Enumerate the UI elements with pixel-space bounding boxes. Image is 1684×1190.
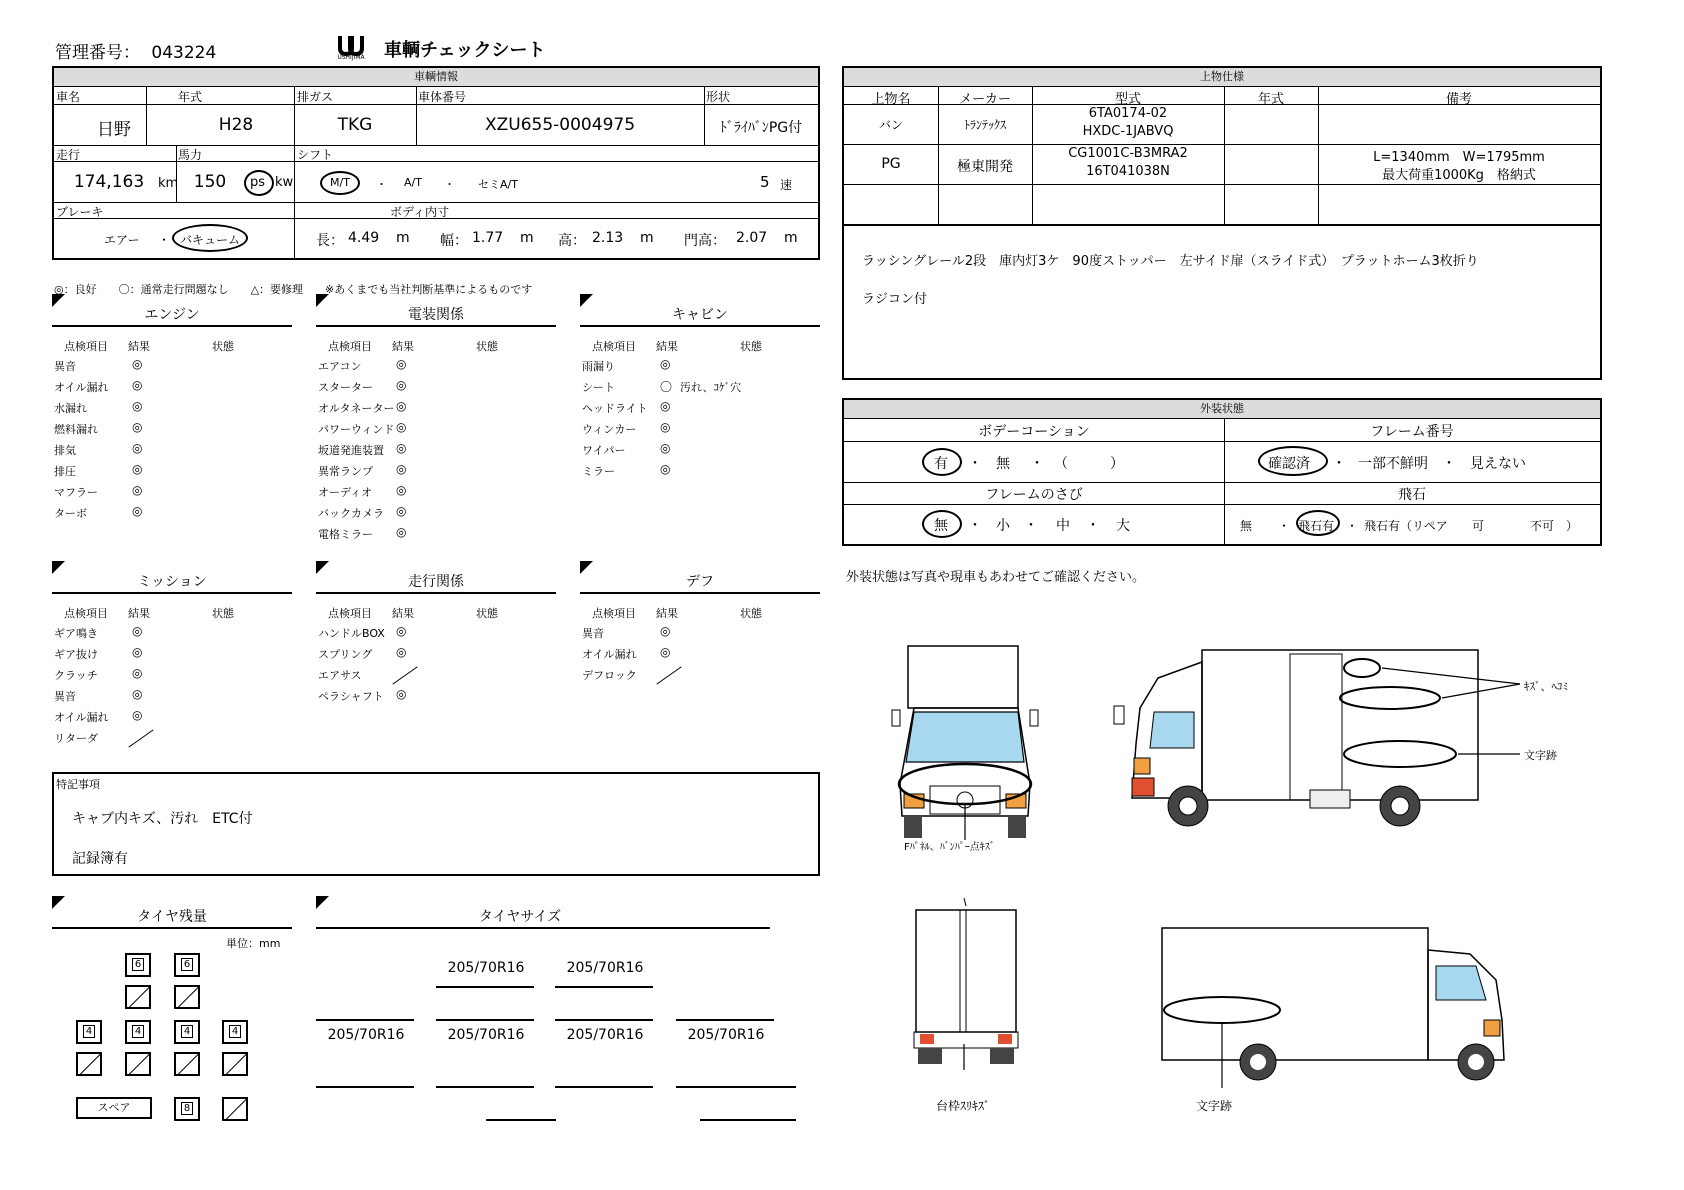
upper-spec-panel: [842, 66, 1602, 380]
check-item-name: リターダ: [54, 732, 98, 745]
check-item-name: エアコン: [318, 360, 362, 373]
check-item-name: 異音: [582, 627, 604, 640]
check-item-result: ◎: [396, 462, 407, 476]
check-item-result: ◎: [132, 708, 143, 722]
check-item-result: ◎: [132, 441, 143, 455]
check-item-result: ◎: [396, 645, 407, 659]
door-height-label: 門高：: [684, 233, 726, 249]
col-header-result: 結果: [392, 607, 414, 620]
tyre-size-front-right: 205/70R16: [566, 960, 644, 976]
check-item-name: パワーウィンド: [318, 423, 395, 436]
col-header-state: 状態: [212, 607, 234, 620]
col-header-result: 結果: [128, 607, 150, 620]
rust-small: 小: [996, 518, 1010, 534]
check-item-result: ◎: [132, 666, 143, 680]
maker-label: 車名: [56, 90, 81, 104]
special-notes-line2: 記録簿有: [72, 851, 128, 867]
check-item-result: ◎: [132, 462, 143, 476]
check-item-result: ◎: [660, 357, 671, 371]
check-item-name: オルタネーター: [318, 402, 395, 415]
coat-separator: ・: [1030, 456, 1044, 472]
upper-row2-maker: 極東開発: [957, 159, 1013, 175]
upper-row2-name: PG: [881, 156, 901, 172]
tyre-front-left-value: 6: [132, 958, 144, 971]
check-item-result: ◎: [132, 399, 143, 413]
check-item-name: オイル漏れ: [54, 381, 109, 394]
col-header-result: 結果: [128, 340, 150, 353]
check-item-state: 汚れ、ｺｹﾞ穴: [680, 381, 742, 394]
check-item-result: ◎: [396, 687, 407, 701]
col-header-result: 結果: [392, 340, 414, 353]
check-item-name: ハンドルBOX: [318, 627, 385, 640]
not-applicable-slash: [128, 729, 153, 747]
col-header-item: 点検項目: [592, 607, 636, 620]
check-item-name: スターター: [318, 381, 373, 394]
diff-title: デフ: [686, 574, 714, 590]
brake-separator: ・: [158, 233, 171, 247]
col-header-item: 点検項目: [64, 607, 108, 620]
shape-label: 形状: [706, 90, 731, 104]
stone-none: 無: [1240, 519, 1253, 533]
special-notes-line1: キャブ内キズ、汚れ ETC付: [72, 811, 253, 827]
diagram-label-letters: 文字跡: [1524, 749, 1557, 762]
upper-row2-note2: 最大荷重1000Kg 格納式: [1382, 168, 1536, 183]
upper-header-name: 上物名: [871, 92, 911, 107]
col-header-result: 結果: [656, 340, 678, 353]
rust-mid: 中: [1056, 518, 1070, 534]
cabin-title: キャビン: [672, 307, 728, 323]
diagram-label-letters-2: 文字跡: [1196, 1099, 1233, 1113]
check-item-result: ◎: [660, 420, 671, 434]
width-unit: m: [520, 230, 534, 246]
tyre-rear-4: [222, 1020, 248, 1044]
rust-separator: ・: [968, 518, 982, 534]
hp-kw: kw: [275, 175, 294, 190]
truck-rear-view: [904, 896, 1024, 1076]
upper-row2-model2: 16T041038N: [1086, 164, 1170, 179]
check-item-name: 燃料漏れ: [54, 423, 98, 436]
hp-label: 馬力: [178, 148, 203, 162]
tyre-remain-title: タイヤ残量: [137, 909, 207, 925]
check-item-name: 異常ランプ: [318, 465, 373, 478]
truck-front-view: [890, 644, 1040, 844]
tyre-spare-2: [222, 1097, 248, 1121]
gas-value: TKG: [337, 115, 373, 135]
tyre-size-rear-4: 205/70R16: [687, 1027, 765, 1043]
height-label: 高：: [558, 233, 586, 249]
check-item-result: ◎: [132, 624, 143, 638]
length-label: 長：: [316, 233, 344, 249]
gears-value: 5: [760, 173, 770, 191]
check-item-result: ◎: [396, 378, 407, 392]
stone-repair: 飛石有（リペア: [1364, 519, 1448, 533]
tyre-rear-3-inner: [174, 1052, 200, 1076]
gears-unit: 速: [780, 178, 793, 192]
frame-partial: 一部不鮮明: [1358, 456, 1428, 472]
tyre-front-left-inner: [125, 985, 151, 1009]
chassis-label: 車体番号: [418, 90, 467, 104]
check-item-name: ペラシャフト: [318, 690, 384, 703]
height-unit: m: [640, 230, 654, 246]
tyre-front-right: [174, 953, 200, 977]
stone-repair-ng: 不可 ）: [1530, 519, 1579, 533]
upper-remarks-line1: ラッシングレール2段 庫内灯3ケ 90度ストッパー 左サイド扉（スライド式） プラットホーム3枚折り: [862, 254, 1479, 269]
door-height-value: 2.07: [736, 230, 768, 246]
frame-none: 見えない: [1470, 456, 1526, 472]
tyre-size-rear-3: 205/70R16: [566, 1027, 644, 1043]
special-notes-label: 特記事項: [56, 778, 100, 791]
hp-ps: ps: [250, 175, 266, 190]
check-item-name: エアサス: [318, 669, 362, 682]
upper-header-year: 年式: [1257, 92, 1284, 107]
tyre-size-title: タイヤサイズ: [478, 909, 562, 925]
stone-separator: ・: [1278, 519, 1291, 533]
check-item-result: ◎: [660, 399, 671, 413]
exterior-panel: [842, 398, 1602, 546]
spare-label-text: スペア: [97, 1101, 131, 1114]
tyre-rear-2: [125, 1020, 151, 1044]
col-header-state: 状態: [212, 340, 234, 353]
upper-header-model: 型式: [1114, 92, 1141, 107]
check-item-result: ◎: [396, 441, 407, 455]
vehicle-info-panel: [52, 66, 820, 260]
rust-big: 大: [1116, 518, 1130, 534]
upper-row1-maker: ﾄﾗﾝﾃｯｸｽ: [963, 118, 1006, 132]
stone-some: 飛石有: [1298, 519, 1335, 533]
check-item-result: ◎: [660, 645, 671, 659]
check-item-name: スプリング: [318, 648, 373, 661]
upper-row2-note1: L=1340mm W=1795mm: [1373, 150, 1545, 165]
check-item-name: 排圧: [54, 465, 76, 478]
mileage-label: 走行: [56, 148, 81, 162]
length-unit: m: [396, 230, 410, 246]
shift-mt: M/T: [330, 176, 350, 189]
check-item-name: オーディオ: [318, 486, 373, 499]
electric-title: 電装関係: [408, 307, 464, 323]
rust-none: 無: [934, 518, 948, 534]
check-item-name: デフロック: [582, 669, 637, 682]
check-item-name: オイル漏れ: [54, 711, 109, 724]
check-item-result: ◎: [132, 687, 143, 701]
check-item-result: ◎: [660, 441, 671, 455]
check-item-name: バックカメラ: [318, 507, 384, 520]
brake-air: エアー: [104, 233, 140, 247]
check-item-result: ◎: [132, 357, 143, 371]
col-header-item: 点検項目: [64, 340, 108, 353]
tyre-front-right-inner: [174, 985, 200, 1009]
check-item-result: ◎: [396, 399, 407, 413]
col-header-item: 点検項目: [328, 607, 372, 620]
truck-side-view-right: [1110, 648, 1530, 838]
coat-yes: 有: [934, 456, 948, 472]
frame-separator: ・: [1442, 456, 1456, 472]
col-header-state: 状態: [740, 340, 762, 353]
tyre-rear-2-value: 4: [132, 1025, 144, 1038]
coat-paren: （ ）: [1054, 456, 1124, 472]
col-header-result: 結果: [656, 607, 678, 620]
mileage-unit: km: [158, 176, 179, 191]
tyre-size-front-left: 205/70R16: [447, 960, 525, 976]
check-item-result: ◎: [660, 462, 671, 476]
height-value: 2.13: [592, 230, 624, 246]
check-item-name: マフラー: [54, 486, 98, 499]
check-item-result: ◎: [396, 525, 407, 539]
year-label: 年式: [178, 90, 203, 104]
tyre-rear-1-inner: [76, 1052, 102, 1076]
check-item-result: ◎: [132, 483, 143, 497]
management-number-value: 043224: [151, 43, 217, 63]
shift-separator: ・: [376, 178, 387, 191]
check-item-name: ギア抜け: [54, 648, 98, 661]
diagram-label-front: Fﾊﾟﾈﾙ、ﾊﾞﾝﾊﾟｰ点ｷｽﾞ: [904, 842, 995, 853]
upper-row1-model1: 6TA0174-02: [1088, 106, 1168, 121]
check-item-name: 電格ミラー: [318, 528, 373, 541]
body-dim-label: ボディ内寸: [390, 205, 450, 219]
brake-vacuum: バキューム: [180, 233, 241, 247]
running-title: 走行関係: [408, 574, 464, 590]
col-header-state: 状態: [476, 340, 498, 353]
tyre-rear-3: [174, 1020, 200, 1044]
rust-label: フレームのさび: [985, 487, 1083, 503]
year-value: H28: [218, 115, 254, 135]
check-item-name: ワイパー: [582, 444, 626, 457]
maker-value: 日野: [97, 120, 131, 140]
frame-label: フレーム番号: [1370, 424, 1454, 440]
check-item-name: クラッチ: [54, 669, 98, 682]
check-item-name: ギア鳴き: [54, 627, 98, 640]
exterior-note: 外装状態は写真や現車もあわせてご確認ください。: [846, 570, 1146, 585]
upper-row2-model1: CG1001C-B3MRA2: [1068, 146, 1188, 161]
company-logo: [328, 34, 374, 62]
tyre-front-right-value: 6: [181, 958, 193, 971]
check-item-result: 〇: [660, 380, 673, 394]
rust-separator: ・: [1086, 518, 1100, 534]
check-item-name: ウィンカー: [582, 423, 637, 436]
check-item-result: ◎: [132, 420, 143, 434]
shape-value: ﾄﾞﾗｲﾊﾞﾝPG付: [719, 120, 803, 136]
col-header-item: 点検項目: [592, 340, 636, 353]
diagram-label-rear: 台枠ｽﾘｷｽﾞ: [936, 1099, 991, 1113]
tyre-rear-4-inner: [222, 1052, 248, 1076]
rating-legend: ◎：良好 〇：通常走行問題なし △：要修理 ※あくまでも当社判断基準によるものです: [54, 283, 533, 296]
tyre-spare-value: 8: [181, 1102, 193, 1115]
tyre-size-rear-1: 205/70R16: [327, 1027, 405, 1043]
coat-separator: ・: [968, 456, 982, 472]
frame-separator: ・: [1332, 456, 1346, 472]
rust-separator: ・: [1024, 518, 1038, 534]
management-number: [55, 38, 216, 63]
upper-row1-model2: HXDC-1JABVQ: [1082, 124, 1174, 139]
length-value: 4.49: [348, 230, 380, 246]
width-label: 幅：: [440, 233, 468, 249]
chassis-value: XZU655-0004975: [484, 115, 636, 135]
mileage-value: 174,163: [73, 172, 145, 192]
shift-at: A/T: [404, 176, 422, 189]
management-number-label: 管理番号：: [55, 43, 140, 63]
stone-repair-ok: 可: [1472, 519, 1485, 533]
shift-label: シフト: [297, 148, 334, 162]
tyre-rear-1: [76, 1020, 102, 1044]
tyre-rear-1-value: 4: [83, 1025, 95, 1038]
not-applicable-slash: [392, 666, 417, 684]
check-item-result: ◎: [132, 645, 143, 659]
tyre-rear-4-value: 4: [229, 1025, 241, 1038]
check-item-name: ミラー: [582, 465, 615, 478]
gas-label: 排ガス: [297, 90, 334, 104]
check-item-result: ◎: [396, 504, 407, 518]
check-item-result: ◎: [132, 378, 143, 392]
check-item-name: ターボ: [54, 507, 87, 520]
check-item-result: ◎: [396, 483, 407, 497]
check-item-name: 坂道発進装置: [318, 444, 384, 457]
spare-label: [76, 1097, 152, 1119]
tyre-remain-unit: 単位：mm: [226, 937, 281, 950]
col-header-state: 状態: [740, 607, 762, 620]
tyre-spare: [174, 1097, 200, 1121]
check-item-name: 水漏れ: [54, 402, 87, 415]
page-title: 車輌チェックシート: [384, 40, 546, 61]
upper-header-maker: メーカー: [959, 92, 1011, 107]
upper-spec-header: 上物仕様: [844, 68, 1600, 87]
logo-text: USHIJIMA: [337, 54, 365, 61]
col-header-state: 状態: [476, 607, 498, 620]
check-item-name: 雨漏り: [582, 360, 615, 373]
truck-side-view-left: [1150, 910, 1540, 1090]
check-item-result: ◎: [396, 420, 407, 434]
shift-semi-at: セミA/T: [478, 178, 518, 191]
check-item-name: ヘッドライト: [582, 402, 648, 415]
tyre-front-left: [125, 953, 151, 977]
tyre-rear-2-inner: [125, 1052, 151, 1076]
check-item-result: ◎: [132, 504, 143, 518]
engine-title: エンジン: [144, 307, 200, 323]
diagram-label-scratch: ｷｽﾞ、ﾍｺﾐ: [1524, 680, 1568, 693]
coat-no: 無: [996, 456, 1010, 472]
special-notes-panel: [52, 772, 820, 876]
stone-label: 飛石: [1398, 487, 1426, 503]
upper-header-note: 備考: [1445, 92, 1472, 107]
width-value: 1.77: [472, 230, 504, 246]
vehicle-info-header: 車輌情報: [54, 68, 818, 87]
check-item-result: ◎: [660, 624, 671, 638]
door-height-unit: m: [784, 230, 798, 246]
check-item-name: 異音: [54, 360, 76, 373]
mission-title: ミッション: [137, 574, 207, 590]
exterior-header: 外装状態: [844, 400, 1600, 419]
check-item-name: 異音: [54, 690, 76, 703]
check-item-name: オイル漏れ: [582, 648, 637, 661]
not-applicable-slash: [656, 666, 681, 684]
upper-row1-name: バン: [878, 118, 903, 132]
tyre-size-rear-2: 205/70R16: [447, 1027, 525, 1043]
shift-separator: ・: [444, 178, 455, 191]
frame-ok: 確認済: [1268, 456, 1310, 472]
check-item-name: 排気: [54, 444, 76, 457]
check-item-result: ◎: [396, 624, 407, 638]
stone-separator: ・: [1346, 519, 1359, 533]
hp-value: 150: [193, 172, 227, 192]
check-item-result: ◎: [396, 357, 407, 371]
tyre-rear-3-value: 4: [181, 1025, 193, 1038]
coat-label: ボデーコーション: [978, 424, 1090, 440]
col-header-item: 点検項目: [328, 340, 372, 353]
check-item-name: シート: [582, 381, 615, 394]
upper-remarks-line2: ラジコン付: [862, 292, 928, 307]
brake-label: ブレーキ: [56, 205, 104, 219]
